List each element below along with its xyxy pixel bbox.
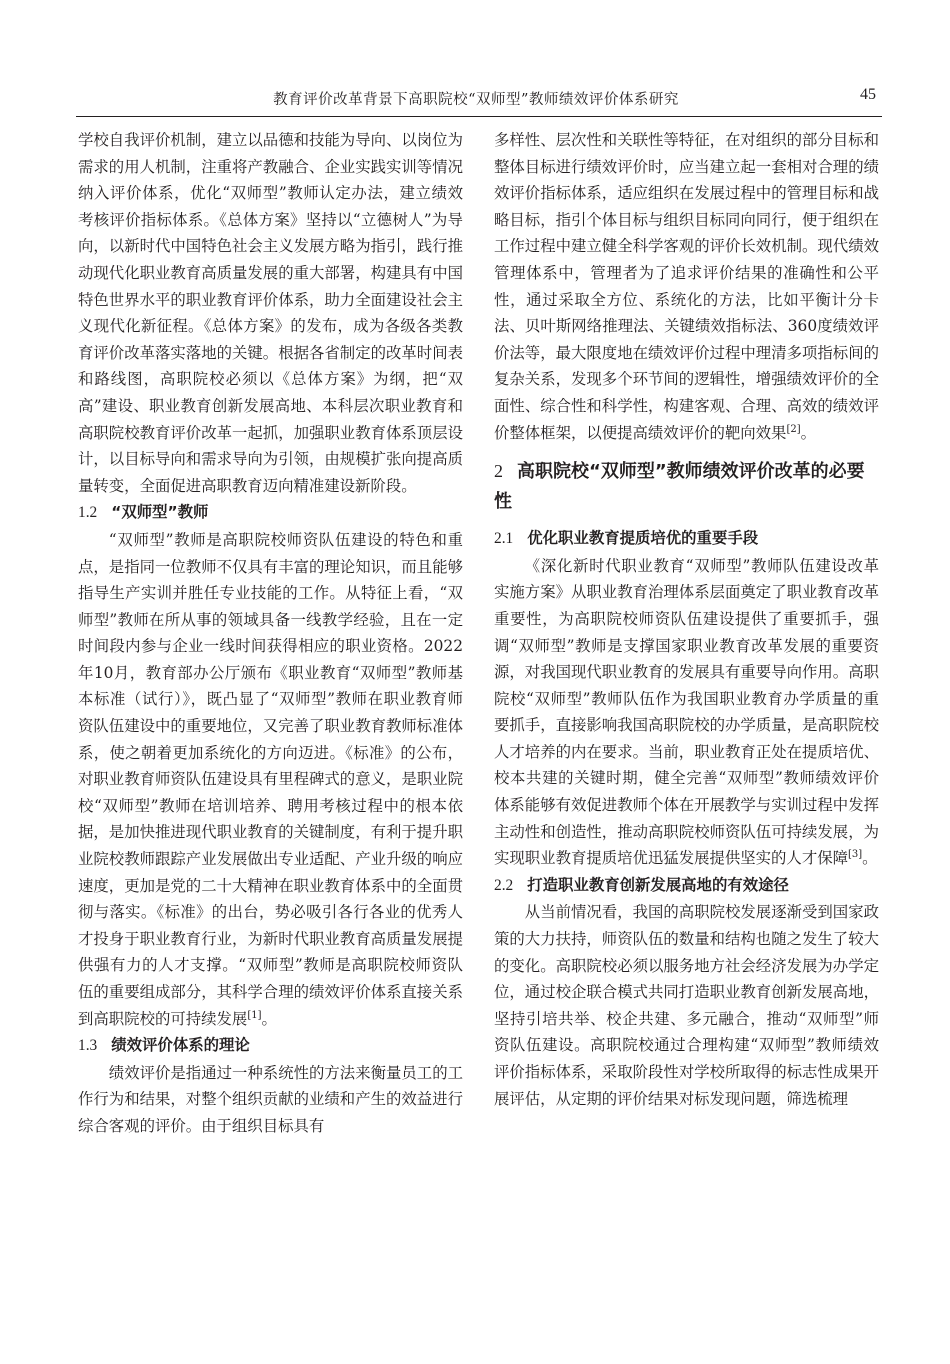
section-title: 打造职业教育创新发展高地的有效途径 [527, 875, 789, 894]
paragraph [494, 127, 879, 446]
paragraph-end: 。 [800, 423, 817, 442]
citation: [3] [848, 849, 863, 861]
section-number: 2.1 [494, 530, 514, 548]
running-title: 教育评价改革背景下高职院校“双师型”教师绩效评价体系研究 [273, 92, 679, 108]
paragraph: 绩效评价是指通过一种系统性的方法来衡量员工的工作行为和结果，对整个组织贡献的业绩和产生的效益进行综合客观的评价。由于组织目标具有 [78, 1063, 463, 1135]
left-column [78, 127, 463, 1267]
citation: [2] [786, 423, 801, 435]
section-number: 1.2 [78, 504, 98, 522]
right-column [494, 127, 879, 1267]
section-number: 2.2 [494, 876, 514, 894]
running-header [76, 88, 876, 114]
paragraph-end: 。 [261, 1009, 277, 1028]
section-title: 高职院校“双师型”教师绩效评价改革的必要性 [494, 461, 865, 513]
paragraph-text: 《深化新时代职业教育“双师型”教师队伍建设改革实施方案》从职业教育治理体系层面奠定了职业教育改革重要性，为高职院校师资队伍建设提供了重要抓手，强调“双师型”教师是支撑国家职业教育改革发展的重要资源，对我国现代职业教育的发展具有重要导向作用。高职院校“双师型”教师队伍作为我国职业教育办学质量的重要抓手，直接影响我国高职院校的办学质量，是高职院校人才培养的内在要求。当前，职业教育正处在提质培优、校本共建的关键时期，健全完善“双师型”教师绩效评价体系能够有效促进教师个体在开展教学与实训过程中发挥主动性和创造性，推动高职院校师资队伍可持续发展，为实现职业教育提质培优迅猛发展提供坚实的人才保障 [494, 556, 879, 868]
section-number: 2 [494, 461, 503, 482]
section-heading-2-1 [494, 525, 879, 553]
section-title: “双师型”教师 [111, 503, 209, 522]
section-heading-2 [494, 456, 879, 517]
header-rule [76, 116, 882, 117]
section-heading-1-3 [78, 1032, 463, 1060]
paragraph [78, 527, 463, 1032]
section-title: 优化职业教育提质培优的重要手段 [527, 529, 759, 548]
citation: [1] [247, 1009, 262, 1021]
section-heading-2-2 [494, 872, 879, 900]
section-number: 1.3 [78, 1037, 98, 1055]
page-number: 45 [860, 86, 876, 103]
paragraph: 从当前情况看，我国的高职院校发展逐渐受到国家政策的大力扶持，师资队伍的数量和结构也随之发生了较大的变化。高职院校必须以服务地方社会经济发展为办学定位，通过校企联合模式共同打造职业教育创新发展高地，坚持引培共举、校企共建、多元融合，推动“双师型”师资队伍建设。高职院校通过合理构建“双师型”教师绩效评价指标体系，采取阶段性对学校所取得的标志性成果开展评估，从定期的评价结果对标发现问题，筛选梳理 [494, 903, 879, 1108]
section-title: 绩效评价体系的理论 [111, 1036, 250, 1055]
paragraph: 学校自我评价机制，建立以品德和技能为导向、以岗位为需求的用人机制，注重将产教融合、企业实践实训等情况纳入评价体系，优化“双师型”教师认定办法，建立绩效考核评价指标体系。《总体方案》坚持以“立德树人”为导向，以新时代中国特色社会主义发展方略为指引，践行推动现代化职业教育高质量发展的重大部署，构建具有中国特色世界水平的职业教育评价体系，助力全面建设社会主义现代化新征程。《总体方案》的发布，成为各级各类教育评价改革落实落地的关键。根据各省制定的改革时间表和路线图，高职院校必须以《总体方案》为纲，把“双高”建设、职业教育创新发展高地、本科层次职业教育和高职院校教育评价改革一起抓，加强职业教育体系顶层设计，以目标导向和需求导向为引领，由规模扩张向提高质量转变，全面促进高职教育迈向精准建设新阶段。 [78, 131, 463, 495]
paragraph-text: 多样性、层次性和关联性等特征，在对组织的部分目标和整体目标进行绩效评价时，应当建立起一套相对合理的绩效评价指标体系，适应组织在发展过程中的管理目标和战略目标，指引个体目标与组织目标同向同行，便于组织在工作过程中建立健全科学客观的评价长效机制。现代绩效管理体系中，管理者为了追求评价结果的准确性和公平性，通过采取全方位、系统化的方法，比如平衡计分卡法、贝叶斯网络推理法、关键绩效指标法、360度绩效评价法等，最大限度地在绩效评价过程中理清多项指标间的复杂关系，发现多个环节间的逻辑性，增强绩效评价的全面性、综合性和科学性，构建客观、合理、高效的绩效评价整体框架，以便提高绩效评价的靶向效果 [494, 131, 879, 442]
paragraph [494, 553, 879, 872]
paragraph-text: “双师型”教师是高职院校师资队伍建设的特色和重点，是指同一位教师不仅具有丰富的理论知识，而且能够指导生产实训并胜任专业技能的工作。从特征上看，“双师型”教师在所从事的领域具备一线教学经验，且在一定时间段内参与企业一线时间获得相应的职业资格。2022年10月，教育部办公厅颁布《职业教育“双师型”教师基本标准（试行）》，既凸显了“双师型”教师在职业教育师资队伍建设中的重要地位，又完善了职业教育教师标准体系，使之朝着更加系统化的方向迈进。《标准》的公布，对职业教育师资队伍建设具有里程碑式的意义，是职业院校“双师型”教师在培训培养、聘用考核过程中的根本依据，是加快推进现代职业教育的关键制度，有利于提升职业院校教师跟踪产业发展做出专业适配、产业升级的响应速度，更加是党的二十大精神在职业教育体系中的全面贯彻与落实。《标准》的出台，势必吸引各行各业的优秀人才投身于职业教育行业，为新时代职业教育高质量发展提供强有力的人才支撑。“双师型”教师是高职院校师资队伍的重要组成部分，其科学合理的绩效评价体系直接关系到高职院校的可持续发展 [78, 530, 463, 1028]
paragraph-end: 。 [862, 849, 878, 868]
section-heading-1-2 [78, 499, 463, 527]
